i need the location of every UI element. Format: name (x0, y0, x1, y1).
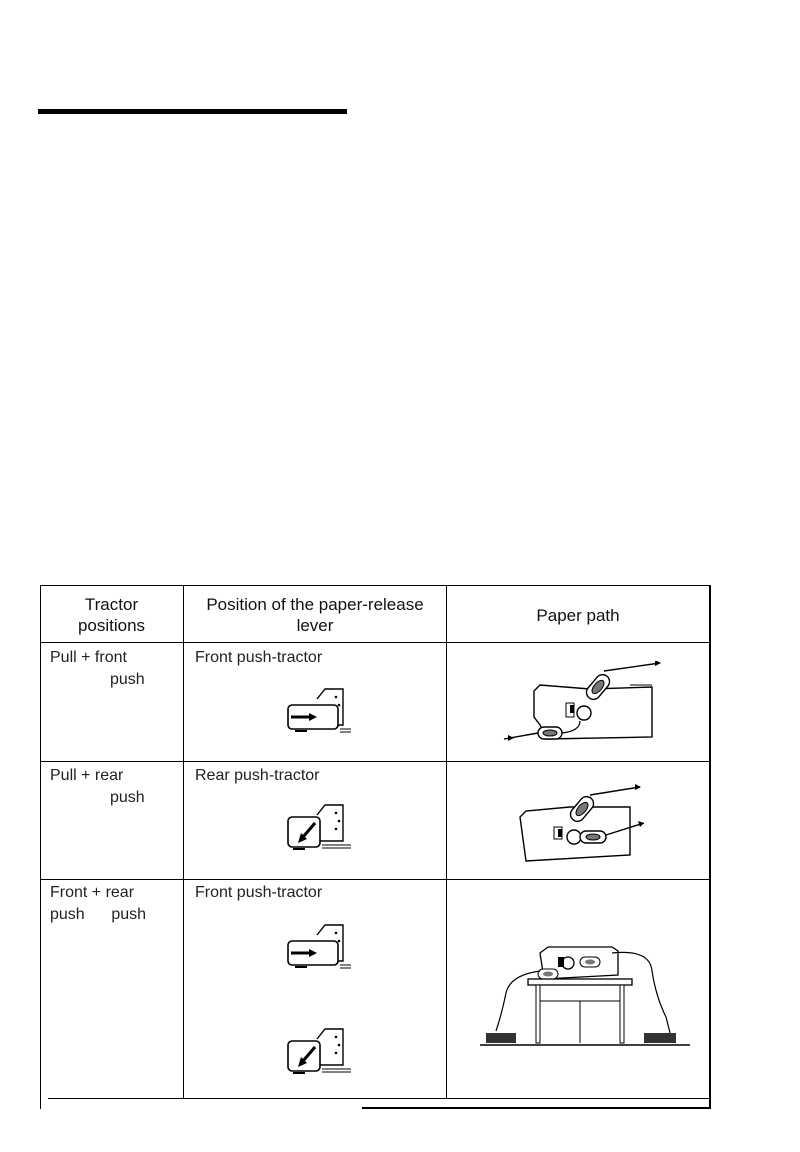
header-tractor-line1: Tractor (84, 595, 139, 614)
row1-tractor-a: Pull + front (50, 649, 127, 666)
header-lever-position (184, 594, 446, 636)
front-lever-position-icon (285, 685, 355, 745)
row1-lever: Front push-tractor (195, 649, 323, 666)
tractor-position-table (40, 585, 710, 1109)
rear-lever-position-icon-2 (285, 1025, 355, 1085)
rear-lever-position-icon (285, 801, 355, 861)
table-bottom-border (48, 1098, 710, 1099)
row2-tractor-b: push (110, 789, 145, 806)
table-col-divider-2 (446, 585, 447, 1099)
table-right-border (709, 585, 711, 1109)
paper-path-pull-rear-diagram (510, 781, 680, 869)
header-lever-line1: Position of the paper-release (206, 595, 424, 614)
header-paper-path (447, 605, 709, 626)
section-heading-rule (38, 109, 347, 114)
row2-tractor-a: Pull + rear (50, 767, 124, 784)
table-row-divider-2 (40, 879, 710, 880)
row3-tractor-b: push push (50, 906, 147, 923)
table-col-divider-1 (183, 585, 184, 1099)
front-lever-position-icon-2 (285, 921, 355, 981)
table-header-divider (40, 642, 710, 643)
header-lever-line2: lever (296, 616, 334, 635)
table-left-border (40, 585, 41, 1109)
row2-lever: Rear push-tractor (195, 767, 320, 784)
header-path-label: Paper path (536, 606, 620, 625)
paper-path-pull-front-diagram (500, 661, 670, 751)
row3-lever: Front push-tractor (195, 884, 323, 901)
page-bottom-rule (362, 1107, 710, 1109)
table-row-divider-1 (40, 761, 710, 762)
row3-tractor-a: Front + rear (50, 884, 135, 901)
paper-path-front-rear-diagram (480, 941, 690, 1053)
header-tractor-line2: positions (77, 616, 146, 635)
header-tractor-positions (40, 594, 183, 636)
row1-tractor-b: push (110, 671, 145, 688)
table-top-border (40, 585, 710, 586)
